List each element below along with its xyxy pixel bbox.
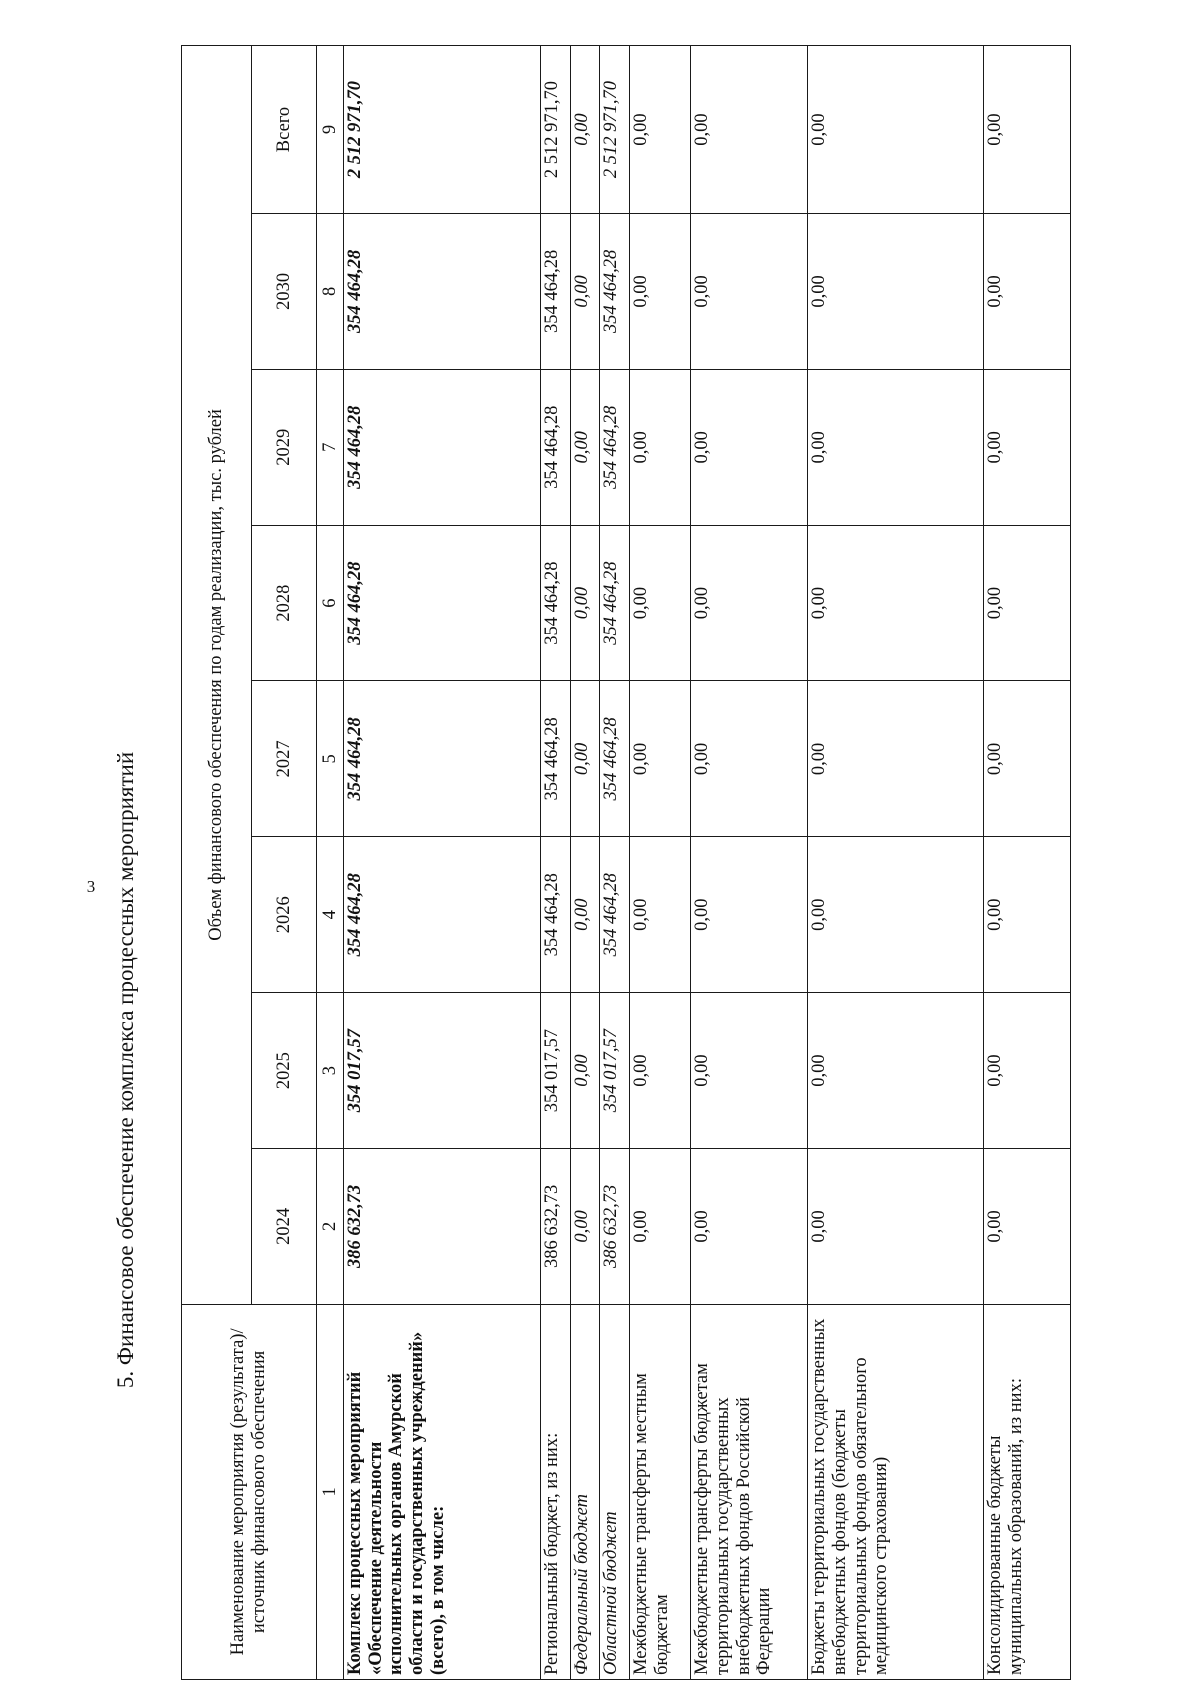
header-year-2026: 2026 bbox=[252, 837, 317, 993]
table-row bbox=[691, 46, 808, 1680]
row-value-2030: 354 464,28 bbox=[540, 214, 570, 370]
row-value-2024: 0,00 bbox=[630, 1148, 691, 1304]
row-value-2028: 0,00 bbox=[691, 525, 808, 681]
table-row bbox=[984, 46, 1071, 1680]
header-year-2029: 2029 bbox=[252, 369, 317, 525]
table-row bbox=[808, 46, 984, 1680]
row-value-Всего: 0,00 bbox=[630, 46, 691, 214]
row-value-2025: 0,00 bbox=[691, 993, 808, 1149]
row-value-2029: 0,00 bbox=[691, 369, 808, 525]
row-value-2024: 386 632,73 bbox=[599, 1148, 629, 1304]
row-value-2026: 0,00 bbox=[630, 837, 691, 993]
row-value-2030: 354 464,28 bbox=[344, 214, 541, 370]
header-index-3: 3 bbox=[317, 993, 344, 1149]
row-value-2024: 0,00 bbox=[808, 1148, 984, 1304]
financing-table-rotated bbox=[181, 45, 1071, 1680]
table-row bbox=[630, 46, 691, 1680]
row-value-2027: 0,00 bbox=[691, 681, 808, 837]
row-value-2028: 354 464,28 bbox=[540, 525, 570, 681]
row-value-2029: 354 464,28 bbox=[540, 369, 570, 525]
section-title-text: 5. Финансовое обеспечение комплекса процессных мероприятий bbox=[113, 751, 138, 1389]
row-value-2027: 0,00 bbox=[571, 681, 599, 837]
row-value-2024: 386 632,73 bbox=[540, 1148, 570, 1304]
row-value-2027: 0,00 bbox=[808, 681, 984, 837]
row-value-2026: 354 464,28 bbox=[599, 837, 629, 993]
row-value-Всего: 2 512 971,70 bbox=[599, 46, 629, 214]
row-value-2030: 354 464,28 bbox=[599, 214, 629, 370]
row-value-2027: 354 464,28 bbox=[540, 681, 570, 837]
row-value-2030: 0,00 bbox=[691, 214, 808, 370]
row-value-Всего: 0,00 bbox=[691, 46, 808, 214]
row-value-2025: 354 017,57 bbox=[540, 993, 570, 1149]
row-value-2025: 0,00 bbox=[571, 993, 599, 1149]
header-name: Наименование мероприятия (результата)/ источник финансового обеспечения bbox=[182, 1304, 317, 1679]
row-value-2028: 354 464,28 bbox=[599, 525, 629, 681]
row-value-2025: 354 017,57 bbox=[599, 993, 629, 1149]
row-name: Областной бюджет bbox=[599, 1304, 629, 1679]
row-value-2028: 0,00 bbox=[808, 525, 984, 681]
row-name: Консолидированные бюджеты муниципальных образований, из них: bbox=[984, 1304, 1071, 1679]
row-value-2025: 0,00 bbox=[984, 993, 1071, 1149]
row-value-2026: 0,00 bbox=[984, 837, 1071, 993]
row-name: Межбюджетные трансферты бюджетам территориальных государственных внебюджетных фондов Российской Федерации bbox=[691, 1304, 808, 1679]
row-name: Межбюджетные трансферты местным бюджетам bbox=[630, 1304, 691, 1679]
row-value-2026: 0,00 bbox=[691, 837, 808, 993]
row-value-2029: 354 464,28 bbox=[344, 369, 541, 525]
row-value-2028: 0,00 bbox=[984, 525, 1071, 681]
header-index-9: 9 bbox=[317, 46, 344, 214]
table-row bbox=[540, 46, 570, 1680]
row-value-2027: 354 464,28 bbox=[344, 681, 541, 837]
row-value-2030: 0,00 bbox=[630, 214, 691, 370]
row-value-2026: 354 464,28 bbox=[344, 837, 541, 993]
row-value-2028: 0,00 bbox=[571, 525, 599, 681]
row-value-Всего: 0,00 bbox=[808, 46, 984, 214]
row-value-Всего: 2 512 971,70 bbox=[344, 46, 541, 214]
header-index-8: 8 bbox=[317, 214, 344, 370]
row-name: Комплекс процессных мероприятий «Обеспечение деятельности исполнительных органов Амурской области и государственных учреждений» (всего), в том числе: bbox=[344, 1304, 541, 1679]
page-number: 3 bbox=[86, 877, 96, 896]
row-value-2027: 354 464,28 bbox=[599, 681, 629, 837]
header-year-2025: 2025 bbox=[252, 993, 317, 1149]
row-value-2025: 354 017,57 bbox=[344, 993, 541, 1149]
row-value-2028: 354 464,28 bbox=[344, 525, 541, 681]
row-value-2024: 386 632,73 bbox=[344, 1148, 541, 1304]
row-value-2026: 0,00 bbox=[808, 837, 984, 993]
row-value-2026: 354 464,28 bbox=[540, 837, 570, 993]
header-index-2: 2 bbox=[317, 1148, 344, 1304]
financing-table bbox=[181, 45, 1071, 1680]
header-year-2024: 2024 bbox=[252, 1148, 317, 1304]
table-row bbox=[599, 46, 629, 1680]
table-row bbox=[344, 46, 541, 1680]
row-value-Всего: 2 512 971,70 bbox=[540, 46, 570, 214]
row-value-2029: 0,00 bbox=[630, 369, 691, 525]
row-value-2029: 0,00 bbox=[571, 369, 599, 525]
header-volume-group: Объем финансового обеспечения по годам реализации, тыс. рублей bbox=[182, 46, 252, 1305]
header-index-1: 1 bbox=[317, 1304, 344, 1679]
row-value-2030: 0,00 bbox=[808, 214, 984, 370]
header-year-2028: 2028 bbox=[252, 525, 317, 681]
row-value-2024: 0,00 bbox=[691, 1148, 808, 1304]
row-name: Региональный бюджет, из них: bbox=[540, 1304, 570, 1679]
row-value-2029: 0,00 bbox=[808, 369, 984, 525]
row-value-2029: 354 464,28 bbox=[599, 369, 629, 525]
row-value-2028: 0,00 bbox=[630, 525, 691, 681]
row-value-2030: 0,00 bbox=[984, 214, 1071, 370]
row-value-2024: 0,00 bbox=[571, 1148, 599, 1304]
row-name: Федеральный бюджет bbox=[571, 1304, 599, 1679]
row-value-2027: 0,00 bbox=[984, 681, 1071, 837]
row-name: Бюджеты территориальных государственных внебюджетных фондов (бюджеты территориальных фондов обязательного медицинского страхования) bbox=[808, 1304, 984, 1679]
row-value-2030: 0,00 bbox=[571, 214, 599, 370]
header-total: Всего bbox=[252, 46, 317, 214]
row-value-2025: 0,00 bbox=[630, 993, 691, 1149]
header-index-7: 7 bbox=[317, 369, 344, 525]
header-index-4: 4 bbox=[317, 837, 344, 993]
row-value-Всего: 0,00 bbox=[571, 46, 599, 214]
header-index-5: 5 bbox=[317, 681, 344, 837]
table-row bbox=[571, 46, 599, 1680]
header-index-6: 6 bbox=[317, 525, 344, 681]
header-year-2030: 2030 bbox=[252, 214, 317, 370]
row-value-2024: 0,00 bbox=[984, 1148, 1071, 1304]
row-value-2027: 0,00 bbox=[630, 681, 691, 837]
row-value-2026: 0,00 bbox=[571, 837, 599, 993]
header-year-2027: 2027 bbox=[252, 681, 317, 837]
row-value-2025: 0,00 bbox=[808, 993, 984, 1149]
row-value-2029: 0,00 bbox=[984, 369, 1071, 525]
row-value-Всего: 0,00 bbox=[984, 46, 1071, 214]
